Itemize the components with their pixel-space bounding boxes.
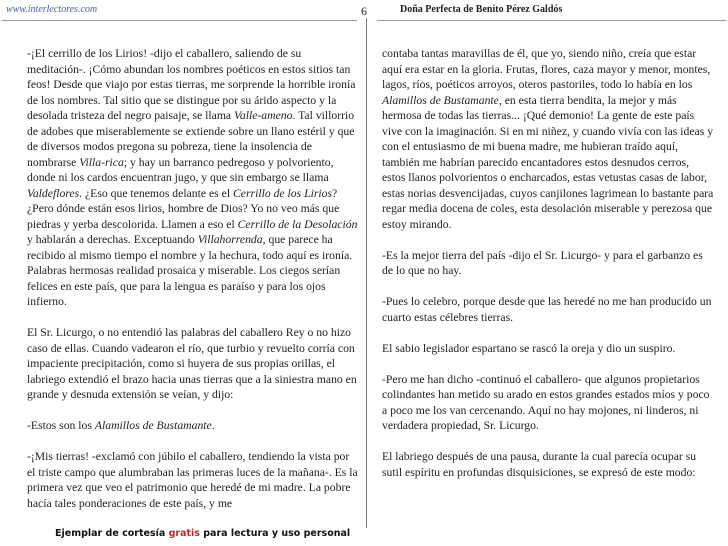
text-run: ; y hay un barranco pedregoso y polvoriento, donde ni los cardos encuentran jugo, y que sin embargo se llama	[27, 155, 334, 184]
right-text-column	[382, 46, 714, 496]
left-column-paragraph	[27, 46, 358, 310]
text-run: -¡El cerrillo de los Lirios! -dijo el caballero, saliendo de su meditación-. ¡Cómo abundan los nombres poéticos en estos sitios tan feos! Desde que viajo por estas tierras, me sorprende la horrible ironía de los nombres. Tal sitio que se distingue por su árido aspecto y la desolada tristeza del negro paisaje, se llama	[27, 47, 356, 122]
text-run: , que parece ha recibido al mismo tiempo el nombre y la hechura, todo aquí es ironía. Palabras hermosas realidad prosaica y miserable. Los ciegos serían felices en este país, que para la lengua es paraíso y para los ojos infierno.	[27, 233, 353, 308]
text-run: ? ¿Pero dónde están esos lirios, hombre de Dios? Yo no veo más que piedras y yerba descolorida. Llamen a eso el	[27, 186, 340, 231]
italic-text: Villahorrenda	[197, 233, 263, 246]
italic-text: Alamillos de Bustamante	[94, 419, 212, 432]
footer-accent-word: gratis	[168, 528, 200, 539]
right-column-paragraph	[382, 372, 714, 434]
text-run: El Sr. Licurgo, o no entendió las palabras del caballero Rey o no hizo caso de ellas. Cuando vadearon el río, que turbio y revuelto corría con impaciente precipitación, como si huyera de sus propias orillas, el labriego extendió el brazo hacia unas tierras que a la siniestra mano en grande y desnuda extensión se veían, y dijo:	[27, 326, 357, 401]
text-run: . ¿Eso que tenemos delante es el	[79, 186, 233, 200]
column-divider	[366, 18, 367, 528]
header-rule-right	[377, 20, 726, 21]
page-number: 6	[361, 4, 367, 18]
book-title: Doña Perfecta de Benito Pérez Galdós	[400, 4, 563, 15]
text-run: -Estos son los	[27, 419, 95, 432]
italic-text: Alamillos de Bustamante	[382, 93, 499, 107]
footer-suffix: para lectura y uso personal	[199, 528, 351, 539]
courtesy-footer	[55, 528, 350, 539]
text-run: .	[211, 419, 215, 432]
text-run: El labriego después de una pausa, durante la cual parecía ocupar su sutil espíritu en profundas disquisiciones, se expresó de este modo:	[382, 450, 697, 479]
right-column-paragraph	[382, 46, 714, 232]
italic-text: Cerrillo de los Lirios	[233, 186, 333, 200]
text-run: -¡Mis tierras! -exclamó con júbilo el caballero, tendiendo la vista por el triste campo que alumbraban las primeras luces de la mañana-. Es la primera vez que veo el patrimonio que heredé de mi madre. La pobre hacía tales ponderaciones de este país, y me	[27, 450, 358, 510]
footer-prefix: Ejemplar de cortesía	[55, 528, 169, 539]
text-run: El sabio legislador espartano se rascó la oreja y dio un suspiro.	[382, 341, 676, 355]
right-column-paragraph	[382, 294, 714, 325]
site-link[interactable]: www.interlectores.com	[6, 4, 98, 15]
text-run: , en esta tierra bendita, la mejor y más hermosa de todas las tierras... ¡Qué demonio! La gente de este país vive con la imaginación. Si en mi niñez, y cuando vivía con las ideas y con el entusiasmo de mi buena madre, me hubieran traído aquí, también me habrían parecido encantadores estos desnudos cerros, estos llanos polvorientos o encharcados, estas vetustas casas de labor, estas norias desvencijadas, cuyos canjilones lagrimean lo bastante para regar media docena de coles, esta desolación miserable y perezosa que estoy mirando.	[382, 93, 714, 231]
text-run: contaba tantas maravillas de él, que yo, siendo niño, creía que estar aquí era estar en la gloria. Frutas, flores, caza mayor y menor, montes, lagos, ríos, poéticos arroyos, oteros pastoriles, todo lo había en los	[382, 47, 711, 91]
text-run: y hablarán a derechas. Exceptuando	[27, 233, 198, 246]
text-run: -Es la mejor tierra del país -dijo el Sr. Licurgo- y para el garbanzo es de lo que no hay.	[382, 248, 703, 277]
header-rule-left	[2, 20, 357, 21]
text-run: -Pero me han dicho -continuó el caballero- que algunos propietarios colindantes han metido su arado en estos grandes estados míos y poco a poco me los van cercenando. Aquí no hay mojones, ni linderos, ni verdadera propiedad, Sr. Licurgo.	[382, 372, 710, 432]
italic-text: Villa-rica	[79, 155, 124, 169]
italic-text: Valle-ameno	[234, 109, 293, 122]
italic-text: Cerrillo de la Desolación	[237, 217, 358, 231]
text-run: -Pues lo celebro, porque desde que las heredé no me han producido un cuarto estas célebres tierras.	[382, 295, 712, 324]
left-column-paragraph	[27, 449, 358, 511]
left-text-column	[27, 46, 358, 527]
text-run: . Tal villorrio de adobes que miserablemente se extiende sobre un llano estéril y que de diversos modos pregona su pobreza, tiene la insolencia de nombrarse	[27, 109, 355, 169]
right-column-paragraph	[382, 449, 714, 480]
left-column-paragraph	[27, 325, 358, 403]
left-column-paragraph	[27, 418, 358, 434]
right-column-paragraph	[382, 341, 714, 357]
italic-text: Valdeflores	[27, 186, 80, 200]
right-column-paragraph	[382, 248, 714, 279]
